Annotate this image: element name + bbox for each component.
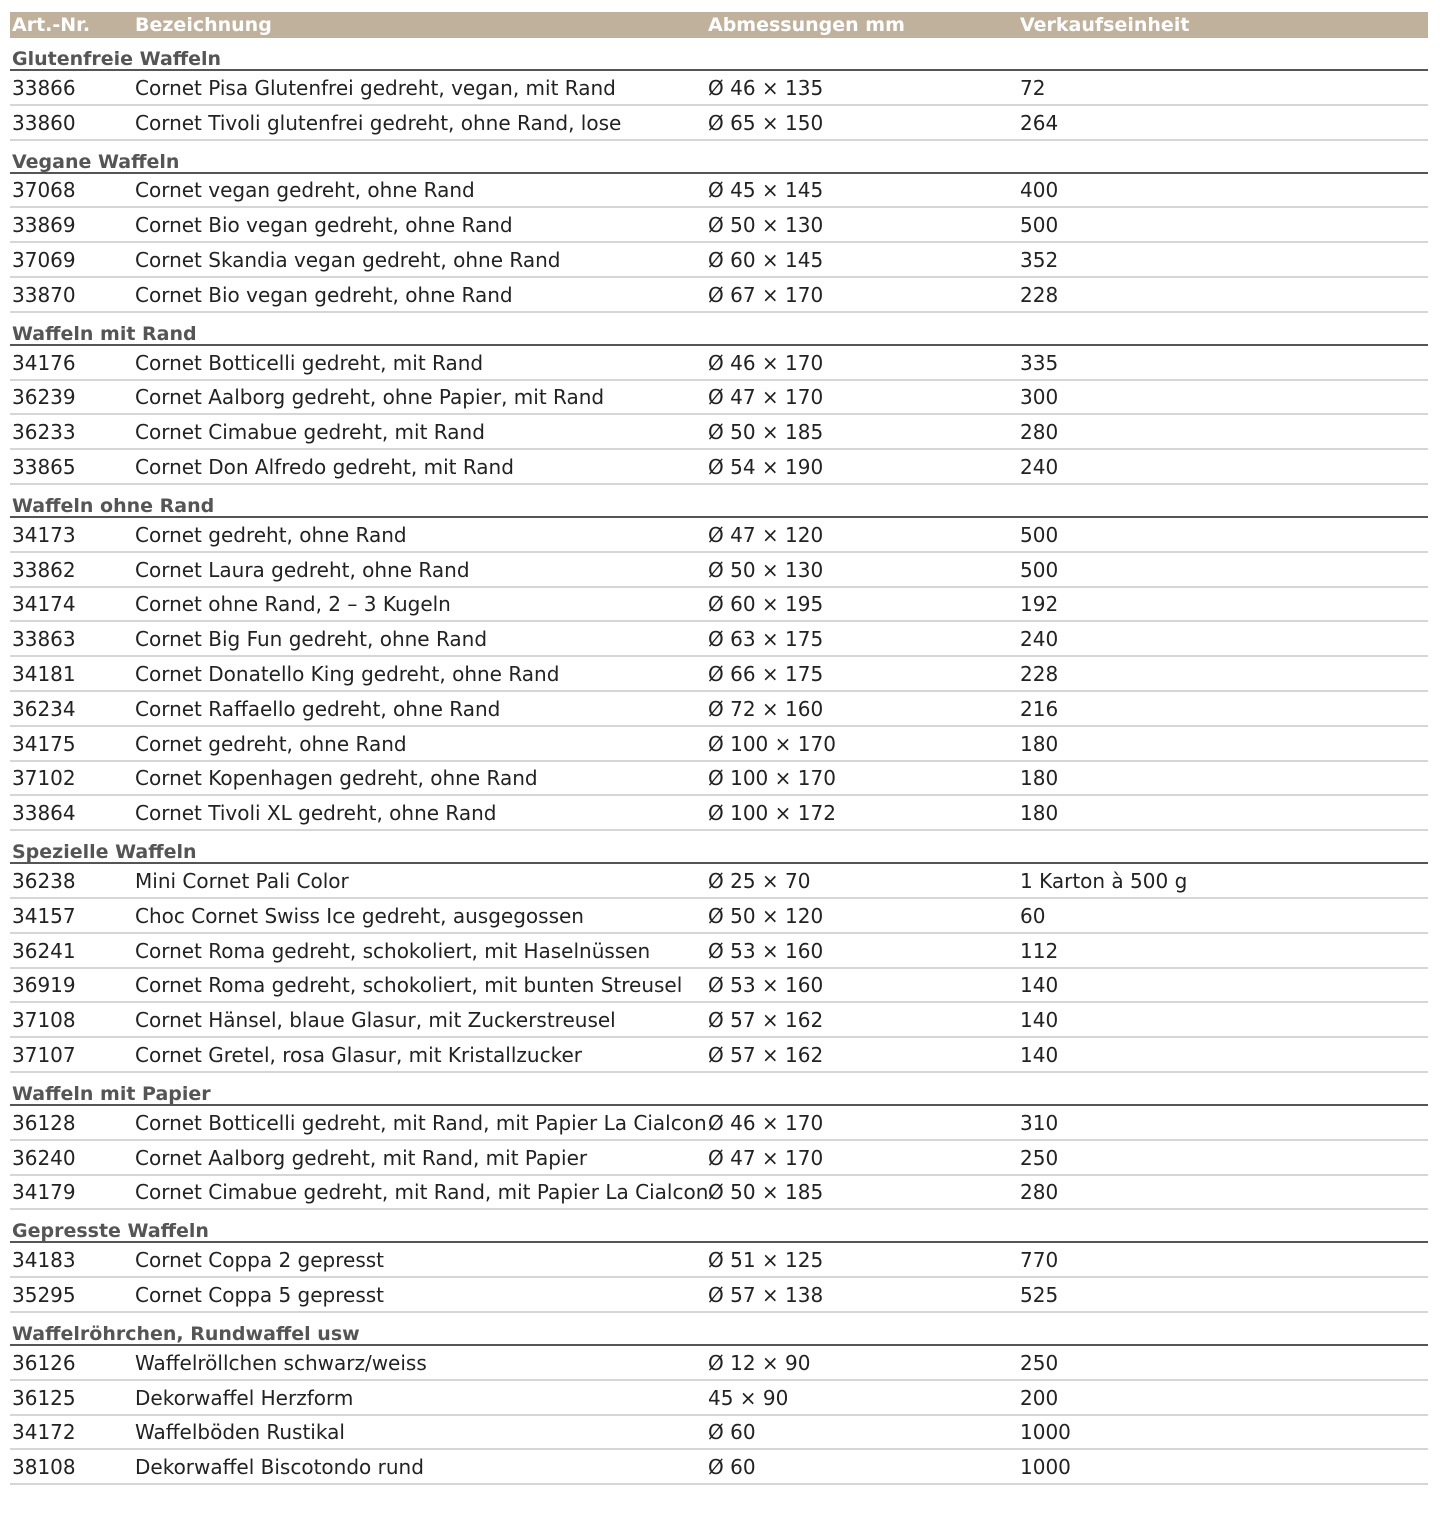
cell-bezeichnung: Cornet Aalborg gedreht, mit Rand, mit Papier [135,1145,588,1170]
cell-abmessungen: Ø 53 × 160 [708,973,824,998]
table-row [10,692,1428,727]
cell-bezeichnung: Dekorwaffel Biscotondo rund [135,1455,424,1480]
cell-abmessungen: Ø 57 × 138 [708,1283,824,1307]
cell-abmessungen: Ø 100 × 170 [708,766,836,791]
cell-abmessungen: Ø 57 × 162 [708,1043,824,1068]
cell-bezeichnung: Cornet Big Fun gedreht, ohne Rand [135,627,488,652]
cell-abmessungen: Ø 47 × 170 [708,385,824,410]
cell-verkaufseinheit: 280 [1020,420,1059,445]
header-abmessungen: Abmessungen mm [708,14,905,36]
cell-art-nr: 36126 [12,1350,76,1375]
table-row [10,1346,1428,1381]
cell-bezeichnung: Cornet Laura gedreht, ohne Rand [135,557,470,582]
header-bezeichnung: Bezeichnung [135,14,272,36]
cell-bezeichnung: Cornet gedreht, ohne Rand [135,731,407,756]
cell-art-nr: 34175 [12,731,76,756]
category-heading: Glutenfreie Waffeln [10,38,1428,71]
cell-art-nr: 36239 [12,385,76,410]
cell-verkaufseinheit: 180 [1020,731,1059,756]
table-row [10,553,1428,588]
table-row [10,381,1428,416]
table-row [10,622,1428,657]
product-table [10,12,1428,1485]
cell-verkaufseinheit: 335 [1020,350,1059,375]
cell-bezeichnung: Cornet Bio vegan gedreht, ohne Rand [135,213,513,238]
cell-verkaufseinheit: 250 [1020,1350,1059,1375]
cell-bezeichnung: Cornet Pisa Glutenfrei gedreht, vegan, mit Rand [135,75,616,100]
cell-abmessungen: Ø 100 × 172 [708,801,836,826]
cell-bezeichnung: Waffelböden Rustikal [135,1420,345,1445]
table-row [10,208,1428,243]
table-row [10,1038,1428,1073]
cell-verkaufseinheit: 500 [1020,557,1059,582]
cell-art-nr: 36241 [12,938,76,963]
cell-verkaufseinheit: 1 Karton à 500 g [1020,869,1188,894]
cell-verkaufseinheit: 60 [1020,903,1046,928]
table-row [10,762,1428,797]
cell-bezeichnung: Cornet Roma gedreht, schokoliert, mit bunten Streusel [135,973,683,998]
cell-art-nr: 36240 [12,1145,76,1170]
cell-art-nr: 34179 [12,1180,76,1205]
cell-bezeichnung: Cornet Kopenhagen gedreht, ohne Rand [135,766,538,791]
cell-bezeichnung: Cornet Raffaello gedreht, ohne Rand [135,696,501,721]
cell-abmessungen: Ø 50 × 120 [708,903,824,928]
category-heading: Spezielle Waffeln [10,831,1428,864]
table-row [10,450,1428,485]
cell-verkaufseinheit: 140 [1020,973,1059,998]
cell-verkaufseinheit: 240 [1020,627,1059,652]
cell-abmessungen: Ø 60 [708,1455,756,1480]
cell-bezeichnung: Cornet ohne Rand, 2 – 3 Kugeln [135,592,451,617]
cell-bezeichnung: Cornet Aalborg gedreht, ohne Papier, mit Rand [135,385,605,410]
table-row [10,415,1428,450]
cell-verkaufseinheit: 280 [1020,1180,1059,1205]
cell-bezeichnung: Cornet Coppa 2 gepresst [135,1248,385,1273]
cell-abmessungen: Ø 45 × 145 [708,178,824,203]
table-header [10,12,1428,38]
cell-abmessungen: Ø 60 [708,1420,756,1445]
cell-bezeichnung: Waffelröllchen schwarz/weiss [135,1350,427,1375]
cell-verkaufseinheit: 228 [1020,282,1059,307]
cell-art-nr: 33864 [12,801,76,826]
cell-verkaufseinheit: 200 [1020,1385,1059,1410]
cell-verkaufseinheit: 1000 [1020,1420,1071,1445]
cell-bezeichnung: Cornet Roma gedreht, schokoliert, mit Haselnüssen [135,938,651,963]
cell-bezeichnung: Cornet Botticelli gedreht, mit Rand [135,350,484,375]
cell-verkaufseinheit: 180 [1020,801,1059,826]
cell-verkaufseinheit: 140 [1020,1008,1059,1033]
table-row [10,1381,1428,1416]
category-heading: Waffeln mit Rand [10,313,1428,346]
cell-verkaufseinheit: 228 [1020,662,1059,687]
table-body [10,38,1428,1485]
cell-bezeichnung: Cornet Tivoli XL gedreht, ohne Rand [135,801,497,826]
cell-abmessungen: Ø 46 × 170 [708,1110,824,1135]
cell-art-nr: 36128 [12,1110,76,1135]
table-row [10,657,1428,692]
cell-verkaufseinheit: 72 [1020,75,1046,100]
cell-verkaufseinheit: 180 [1020,766,1059,791]
cell-abmessungen: 45 × 90 [708,1385,789,1410]
cell-verkaufseinheit: 264 [1020,110,1059,135]
table-row [10,899,1428,934]
cell-abmessungen: Ø 72 × 160 [708,696,824,721]
header-art-nr: Art.-Nr. [12,14,91,36]
category-heading: Gepresste Waffeln [10,1210,1428,1243]
table-row [10,1141,1428,1176]
cell-art-nr: 37107 [12,1043,76,1068]
table-row [10,243,1428,278]
cell-verkaufseinheit: 400 [1020,178,1059,203]
cell-abmessungen: Ø 66 × 175 [708,662,824,687]
cell-verkaufseinheit: 240 [1020,455,1059,480]
cell-verkaufseinheit: 112 [1020,938,1059,963]
cell-bezeichnung: Cornet Bio vegan gedreht, ohne Rand [135,282,513,307]
cell-bezeichnung: Mini Cornet Pali Color [135,869,349,894]
cell-art-nr: 34176 [12,350,76,375]
table-row [10,1278,1428,1313]
cell-art-nr: 33865 [12,455,76,480]
cell-abmessungen: Ø 25 × 70 [708,869,811,894]
cell-bezeichnung: Choc Cornet Swiss Ice gedreht, ausgegossen [135,903,584,928]
cell-art-nr: 38108 [12,1455,76,1480]
cell-abmessungen: Ø 100 × 170 [708,731,836,756]
table-row [10,727,1428,762]
cell-bezeichnung: Dekorwaffel Herzform [135,1385,354,1410]
cell-abmessungen: Ø 47 × 120 [708,522,824,547]
cell-art-nr: 33862 [12,557,76,582]
cell-art-nr: 37068 [12,178,76,203]
table-row [10,278,1428,313]
cell-abmessungen: Ø 63 × 175 [708,627,824,652]
cell-abmessungen: Ø 46 × 170 [708,350,824,375]
table-row [10,588,1428,623]
cell-art-nr: 35295 [12,1283,76,1307]
category-heading: Waffelröhrchen, Rundwaffel usw [10,1313,1428,1346]
table-row [10,1243,1428,1278]
cell-bezeichnung: Cornet Donatello King gedreht, ohne Rand [135,662,560,687]
cell-bezeichnung: Cornet Cimabue gedreht, mit Rand, mit Papier La Cialcon [135,1180,709,1205]
cell-verkaufseinheit: 500 [1020,522,1059,547]
category-heading: Waffeln ohne Rand [10,485,1428,518]
cell-abmessungen: Ø 47 × 170 [708,1145,824,1170]
cell-bezeichnung: Cornet Don Alfredo gedreht, mit Rand [135,455,514,480]
category-heading: Vegane Waffeln [10,141,1428,174]
cell-art-nr: 36919 [12,973,76,998]
cell-bezeichnung: Cornet Skandia vegan gedreht, ohne Rand [135,248,561,273]
cell-bezeichnung: Cornet Gretel, rosa Glasur, mit Kristallzucker [135,1043,582,1068]
cell-bezeichnung: Cornet Hänsel, blaue Glasur, mit Zuckerstreusel [135,1008,616,1033]
cell-bezeichnung: Cornet Cimabue gedreht, mit Rand [135,420,485,445]
cell-art-nr: 33870 [12,282,76,307]
table-row [10,174,1428,209]
cell-bezeichnung: Cornet Coppa 5 gepresst [135,1283,385,1307]
cell-verkaufseinheit: 500 [1020,213,1059,238]
cell-art-nr: 34173 [12,522,76,547]
cell-art-nr: 33869 [12,213,76,238]
table-row [10,1003,1428,1038]
cell-bezeichnung: Cornet Tivoli glutenfrei gedreht, ohne Rand, lose [135,110,622,135]
cell-abmessungen: Ø 50 × 130 [708,557,824,582]
cell-abmessungen: Ø 51 × 125 [708,1248,824,1273]
cell-abmessungen: Ø 65 × 150 [708,110,824,135]
cell-art-nr: 37069 [12,248,76,273]
table-row [10,934,1428,969]
cell-bezeichnung: Cornet gedreht, ohne Rand [135,522,407,547]
cell-verkaufseinheit: 140 [1020,1043,1059,1068]
cell-verkaufseinheit: 352 [1020,248,1059,273]
category-heading: Waffeln mit Papier [10,1073,1428,1106]
cell-art-nr: 34157 [12,903,76,928]
cell-verkaufseinheit: 216 [1020,696,1059,721]
cell-art-nr: 33863 [12,627,76,652]
table-row [10,969,1428,1004]
cell-abmessungen: Ø 60 × 195 [708,592,824,617]
table-row [10,518,1428,553]
cell-verkaufseinheit: 770 [1020,1248,1059,1273]
cell-verkaufseinheit: 310 [1020,1110,1059,1135]
cell-bezeichnung: Cornet Botticelli gedreht, mit Rand, mit Papier La Cialcon [135,1110,707,1135]
cell-abmessungen: Ø 67 × 170 [708,282,824,307]
cell-abmessungen: Ø 54 × 190 [708,455,824,480]
cell-abmessungen: Ø 53 × 160 [708,938,824,963]
cell-art-nr: 37108 [12,1008,76,1033]
cell-art-nr: 37102 [12,766,76,791]
cell-verkaufseinheit: 525 [1020,1283,1059,1307]
cell-bezeichnung: Cornet vegan gedreht, ohne Rand [135,178,475,203]
cell-abmessungen: Ø 50 × 185 [708,1180,824,1205]
table-row [10,106,1428,141]
cell-abmessungen: Ø 46 × 135 [708,75,824,100]
table-row [10,1176,1428,1211]
table-row [10,71,1428,106]
cell-art-nr: 36238 [12,869,76,894]
cell-abmessungen: Ø 57 × 162 [708,1008,824,1033]
cell-art-nr: 36125 [12,1385,76,1410]
table-row [10,346,1428,381]
table-row [10,1450,1428,1485]
header-verkaufseinheit: Verkaufseinheit [1020,14,1190,36]
cell-art-nr: 34174 [12,592,76,617]
table-row [10,1416,1428,1451]
cell-art-nr: 33860 [12,110,76,135]
cell-verkaufseinheit: 1000 [1020,1455,1071,1480]
cell-art-nr: 36233 [12,420,76,445]
table-row [10,864,1428,899]
cell-abmessungen: Ø 50 × 185 [708,420,824,445]
cell-art-nr: 34183 [12,1248,76,1273]
cell-art-nr: 33866 [12,75,76,100]
table-row [10,796,1428,831]
cell-abmessungen: Ø 60 × 145 [708,248,824,273]
cell-abmessungen: Ø 12 × 90 [708,1350,811,1375]
cell-verkaufseinheit: 192 [1020,592,1059,617]
cell-art-nr: 34181 [12,662,76,687]
cell-art-nr: 36234 [12,696,76,721]
cell-verkaufseinheit: 250 [1020,1145,1059,1170]
cell-abmessungen: Ø 50 × 130 [708,213,824,238]
cell-art-nr: 34172 [12,1420,76,1445]
cell-verkaufseinheit: 300 [1020,385,1059,410]
table-row [10,1106,1428,1141]
